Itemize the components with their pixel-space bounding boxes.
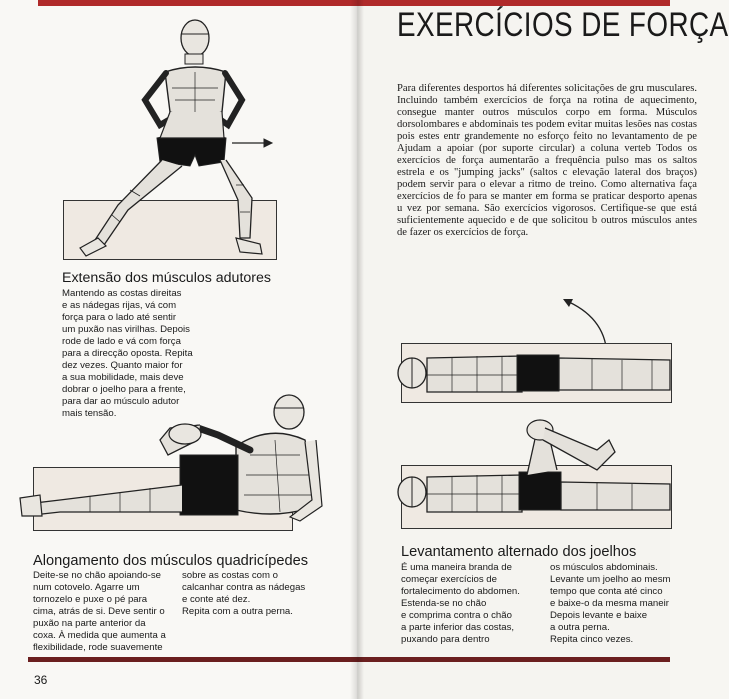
section-text-quadriceps-col2: sobre as costas com o calcanhar contra as nádegas e conte até dez. Repita com a outra perna.: [182, 570, 306, 617]
section-text-knee-raise-col1: É uma maneira branda de começar exercícios de fortalecimento do abdomen. Estenda-se no chão e comprima contra o chão a parte inferior das costas, puxando para dentro: [401, 562, 520, 645]
book-gutter: [350, 0, 364, 699]
section-heading-knee-raise: Levantamento alternado dos joelhos: [401, 544, 637, 560]
page-title: EXERCÍCIOS DE FORÇA: [397, 6, 729, 44]
section-heading-adductor: Extensão dos músculos adutores: [62, 270, 271, 286]
left-page: [0, 0, 357, 699]
bottom-accent-bar-right: [357, 657, 670, 662]
section-text-quadriceps-col1: Deite-se no chão apoiando-se num cotovelo. Agarre um tornozelo e puxe o pé para cima, atrás de si. Deve sentir o puxão na parte anterior da coxa. À medida que aumenta a flexibilidade, rode suavemente: [33, 570, 166, 653]
section-text-knee-raise-col2: os músculos abdominais. Levante um joelho ao mesm tempo que conta até cinco e baixe-o da mesma maneir Depois levante e baixe a outra perna. Repita cinco vezes.: [550, 562, 671, 645]
intro-paragraph: Para diferentes desportos há diferentes solicitações de gru musculares. Incluindo também exercícios de força na rotina de aquecimento, consegue manter outros músculos corpo em forma. Músculos dorsolombares e abdominais tes podem evitar muitas lesões nas costas pois estes entr grandemente no esforço feito no levantamento de pe Ajudam a apoiar (por suporte circular) a coluna verteb Todos os exercícios de força aumentarão a frequência pulso mas os saltos estrela e os "jumping jacks" (saltos c elevação lateral dos braços) podem servir para o elevar a ritmo de treino. Como alternativa faça exercícios de fo para se manter em forma se praticar desporto apenas u vez por semana. São exercícios vigorosos. Certifique-se que está suficientemente aquecido e de que solicitou b outros músculos antes de fazer os exercícios de força.: [397, 83, 697, 238]
knee-raise-illustration-bottom: [357, 0, 670, 540]
quadriceps-stretch-illustration: [0, 0, 357, 540]
page-number: 36: [34, 673, 48, 687]
section-heading-quadriceps: Alongamento dos músculos quadricípedes: [33, 553, 309, 569]
bottom-accent-bar: [28, 657, 357, 662]
section-text-adductor: Mantendo as costas direitas e as nádegas rijas, vá com força para o lado até sentir um puxão nas virilhas. Depois rode de lado e vá com força para a direcção oposta. Repita dez vezes. Quanto maior for a sua mobilidade, mais deve dobrar o joelho para a frente, para dar ao músculo adutor mais tensão.: [62, 288, 193, 419]
right-page: [357, 0, 729, 699]
